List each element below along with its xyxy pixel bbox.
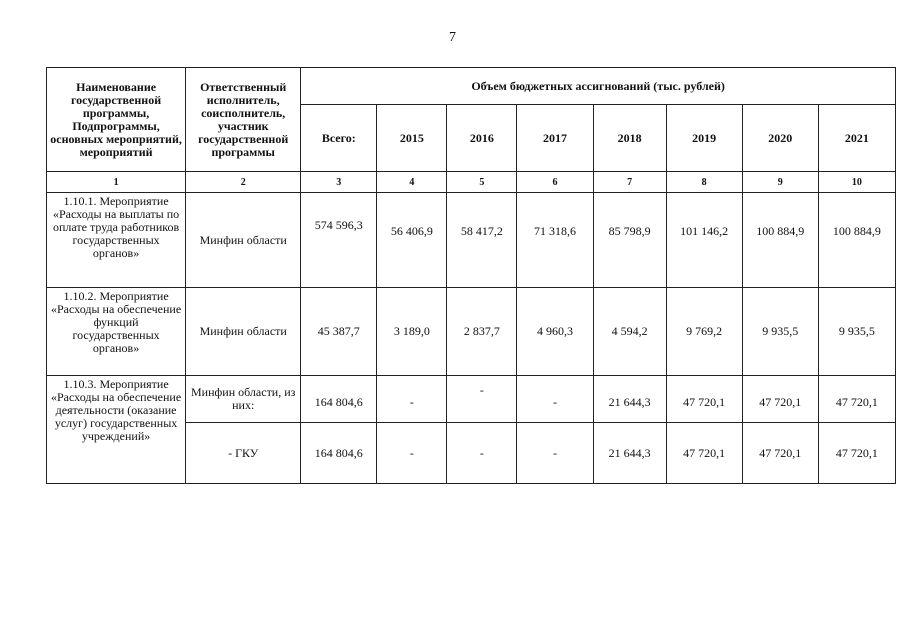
table-row [47,193,896,288]
value-cell: 164 804,6 [301,423,377,484]
value-cell: - [447,423,517,484]
value-cell: - [377,376,447,423]
value-cell: 9 935,5 [742,288,818,376]
value-cell: 56 406,9 [377,193,447,288]
column-number: 7 [593,172,666,193]
header-responsible: Ответственный исполнитель, соисполнитель, участник государственной программы [186,68,301,172]
column-number: 3 [301,172,377,193]
column-number: 6 [517,172,593,193]
value-cell: 47 720,1 [666,423,742,484]
value-cell: 47 720,1 [742,376,818,423]
program-name-cell: 1.10.2. Мероприятие «Расходы на обеспечение функций государственных органов» [47,288,186,376]
table-row [47,288,896,376]
column-number-row [47,172,896,193]
value-cell: 100 884,9 [818,193,895,288]
header-year: 2015 [377,105,447,172]
value-cell: 21 644,3 [593,423,666,484]
column-number: 2 [186,172,301,193]
table-row [47,376,896,423]
value-cell: 47 720,1 [818,423,895,484]
value-cell: 85 798,9 [593,193,666,288]
column-number: 5 [447,172,517,193]
value-cell: 574 596,3 [301,193,377,288]
value-cell: 3 189,0 [377,288,447,376]
value-cell: 45 387,7 [301,288,377,376]
value-cell: 47 720,1 [742,423,818,484]
value-cell: 164 804,6 [301,376,377,423]
responsible-cell: - ГКУ [186,423,301,484]
value-cell: 47 720,1 [818,376,895,423]
responsible-cell: Минфин области, из них: [186,376,301,423]
column-number: 9 [742,172,818,193]
value-cell: 47 720,1 [666,376,742,423]
value-cell: 4 960,3 [517,288,593,376]
value-cell: 71 318,6 [517,193,593,288]
value-cell: 101 146,2 [666,193,742,288]
header-year: 2016 [447,105,517,172]
header-year: 2019 [666,105,742,172]
value-cell: 58 417,2 [447,193,517,288]
value-cell: - [517,376,593,423]
page-number: 7 [449,30,456,45]
header-year: 2018 [593,105,666,172]
column-number: 8 [666,172,742,193]
header-year: 2021 [818,105,895,172]
value-cell: 21 644,3 [593,376,666,423]
column-number: 10 [818,172,895,193]
responsible-cell: Минфин области [186,193,301,288]
program-name-cell: 1.10.3. Мероприятие «Расходы на обеспечение деятельности (оказание услуг) государственных учреждений» [47,376,186,484]
value-cell: - [377,423,447,484]
value-cell: 4 594,2 [593,288,666,376]
column-number: 1 [47,172,186,193]
header-row-1 [47,68,896,105]
value-cell: 2 837,7 [447,288,517,376]
header-program-name: Наименование государственной программы, Подпрограммы, основных мероприятий, мероприятий [47,68,186,172]
value-cell: - [447,376,517,423]
responsible-cell: Минфин области [186,288,301,376]
value-cell: 100 884,9 [742,193,818,288]
value-cell: 9 935,5 [818,288,895,376]
budget-allocation-table [46,67,896,484]
header-budget-group: Объем бюджетных ассигнований (тыс. рублей) [301,68,896,105]
program-name-cell: 1.10.1. Мероприятие «Расходы на выплаты по оплате труда работников государственных органов» [47,193,186,288]
header-year: 2020 [742,105,818,172]
header-year: 2017 [517,105,593,172]
value-cell: - [517,423,593,484]
column-number: 4 [377,172,447,193]
value-cell: 9 769,2 [666,288,742,376]
header-total: Всего: [301,105,377,172]
